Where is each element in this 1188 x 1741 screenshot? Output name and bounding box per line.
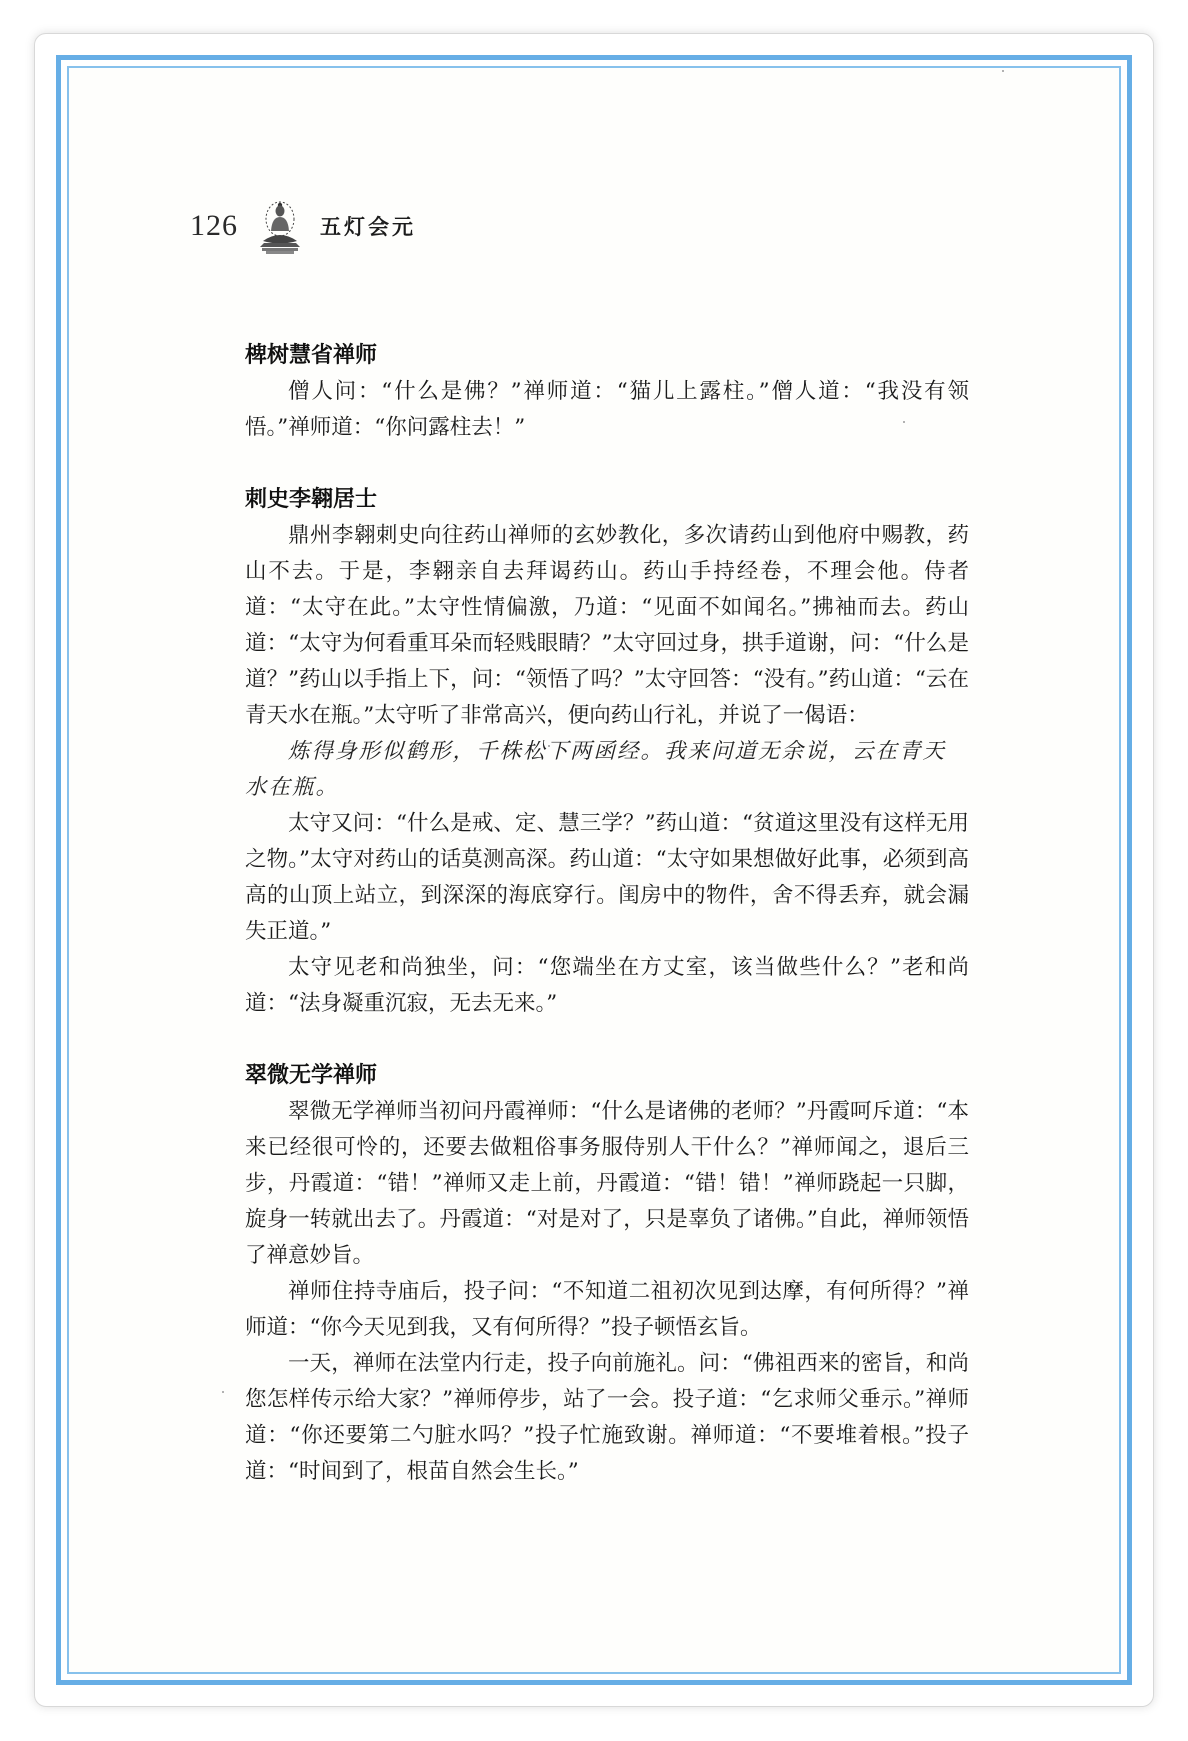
paragraph: 禅师住持寺庙后，投子问：“不知道二祖初次见到达摩，有何所得？”禅师道：“你今天见到我，又有何所得？”投子顿悟玄旨。 bbox=[245, 1279, 969, 1340]
page-header bbox=[190, 195, 416, 257]
paragraph: 鼎州李翱刺史向往药山禅师的玄妙教化，多次请药山到他府中赐教，药山不去。于是，李翱亲自去拜谒药山。药山手持经卷，不理会他。侍者道：“太守在此。”太守性情偏激，乃道：“见面不如闻名。”拂袖而去。药山道：“太守为何看重耳朵而轻贱眼睛？”太守回过身，拱手道谢，问：“什么是道？”药山以手指上下，问：“领悟了吗？”太守回答：“没有。”药山道：“云在青天水在瓶。”太守听了非常高兴，便向药山行礼，并说了一偈语： bbox=[245, 523, 969, 728]
scan-speck bbox=[222, 1391, 224, 1393]
scan-speck bbox=[1002, 70, 1004, 72]
section-title: 刺史李翱居士 bbox=[245, 487, 378, 512]
paragraph: 一天，禅师在法堂内行走，投子向前施礼。问：“佛祖西来的密旨，和尚您怎样传示给大家？”禅师停步，站了一会。投子道：“乞求师父垂示。”禅师道：“你还要第二勺脏水吗？”投子忙施致谢。禅师道：“不要堆着根。”投子道：“时间到了，根苗自然会生长。” bbox=[245, 1351, 969, 1484]
page-body bbox=[245, 338, 969, 1490]
paragraph: 僧人问：“什么是佛？”禅师道：“猫儿上露柱。”僧人道：“我没有领悟。”禅师道：“你问露柱去！” bbox=[245, 379, 969, 440]
section-title: 椑树慧省禅师 bbox=[245, 343, 378, 368]
paragraph: 翠微无学禅师当初问丹霞禅师：“什么是诸佛的老师？”丹霞呵斥道：“本来已经很可怜的，还要去做粗俗事务服侍别人干什么？”禅师闻之，退后三步，丹霞道：“错！”禅师又走上前，丹霞道：“错！错！”禅师跷起一只脚，旋身一转就出去了。丹霞道：“对是对了，只是辜负了诸佛。”自此，禅师领悟了禅意妙旨。 bbox=[245, 1099, 969, 1268]
page-number: 126 bbox=[190, 209, 238, 242]
verse: 炼得身形似鹤形，千株松下两函经。我来问道无余说，云在青天水在瓶。 bbox=[245, 739, 947, 800]
paragraph: 太守又问：“什么是戒、定、慧三学？”药山道：“贫道这里没有这样无用之物。”太守对药山的话莫测高深。药山道：“太守如果想做好此事，必须到高高的山顶上站立，到深深的海底穿行。闺房中的物件，舍不得丢弃，就会漏失正道。” bbox=[245, 811, 969, 944]
section-title: 翠微无学禅师 bbox=[245, 1063, 378, 1088]
paragraph: 太守见老和尚独坐，问：“您端坐在方丈室，该当做些什么？”老和尚道：“法身凝重沉寂，无去无来。” bbox=[245, 955, 969, 1016]
book-title: 五灯会元 bbox=[320, 215, 416, 239]
seated-buddha-icon bbox=[254, 197, 306, 255]
